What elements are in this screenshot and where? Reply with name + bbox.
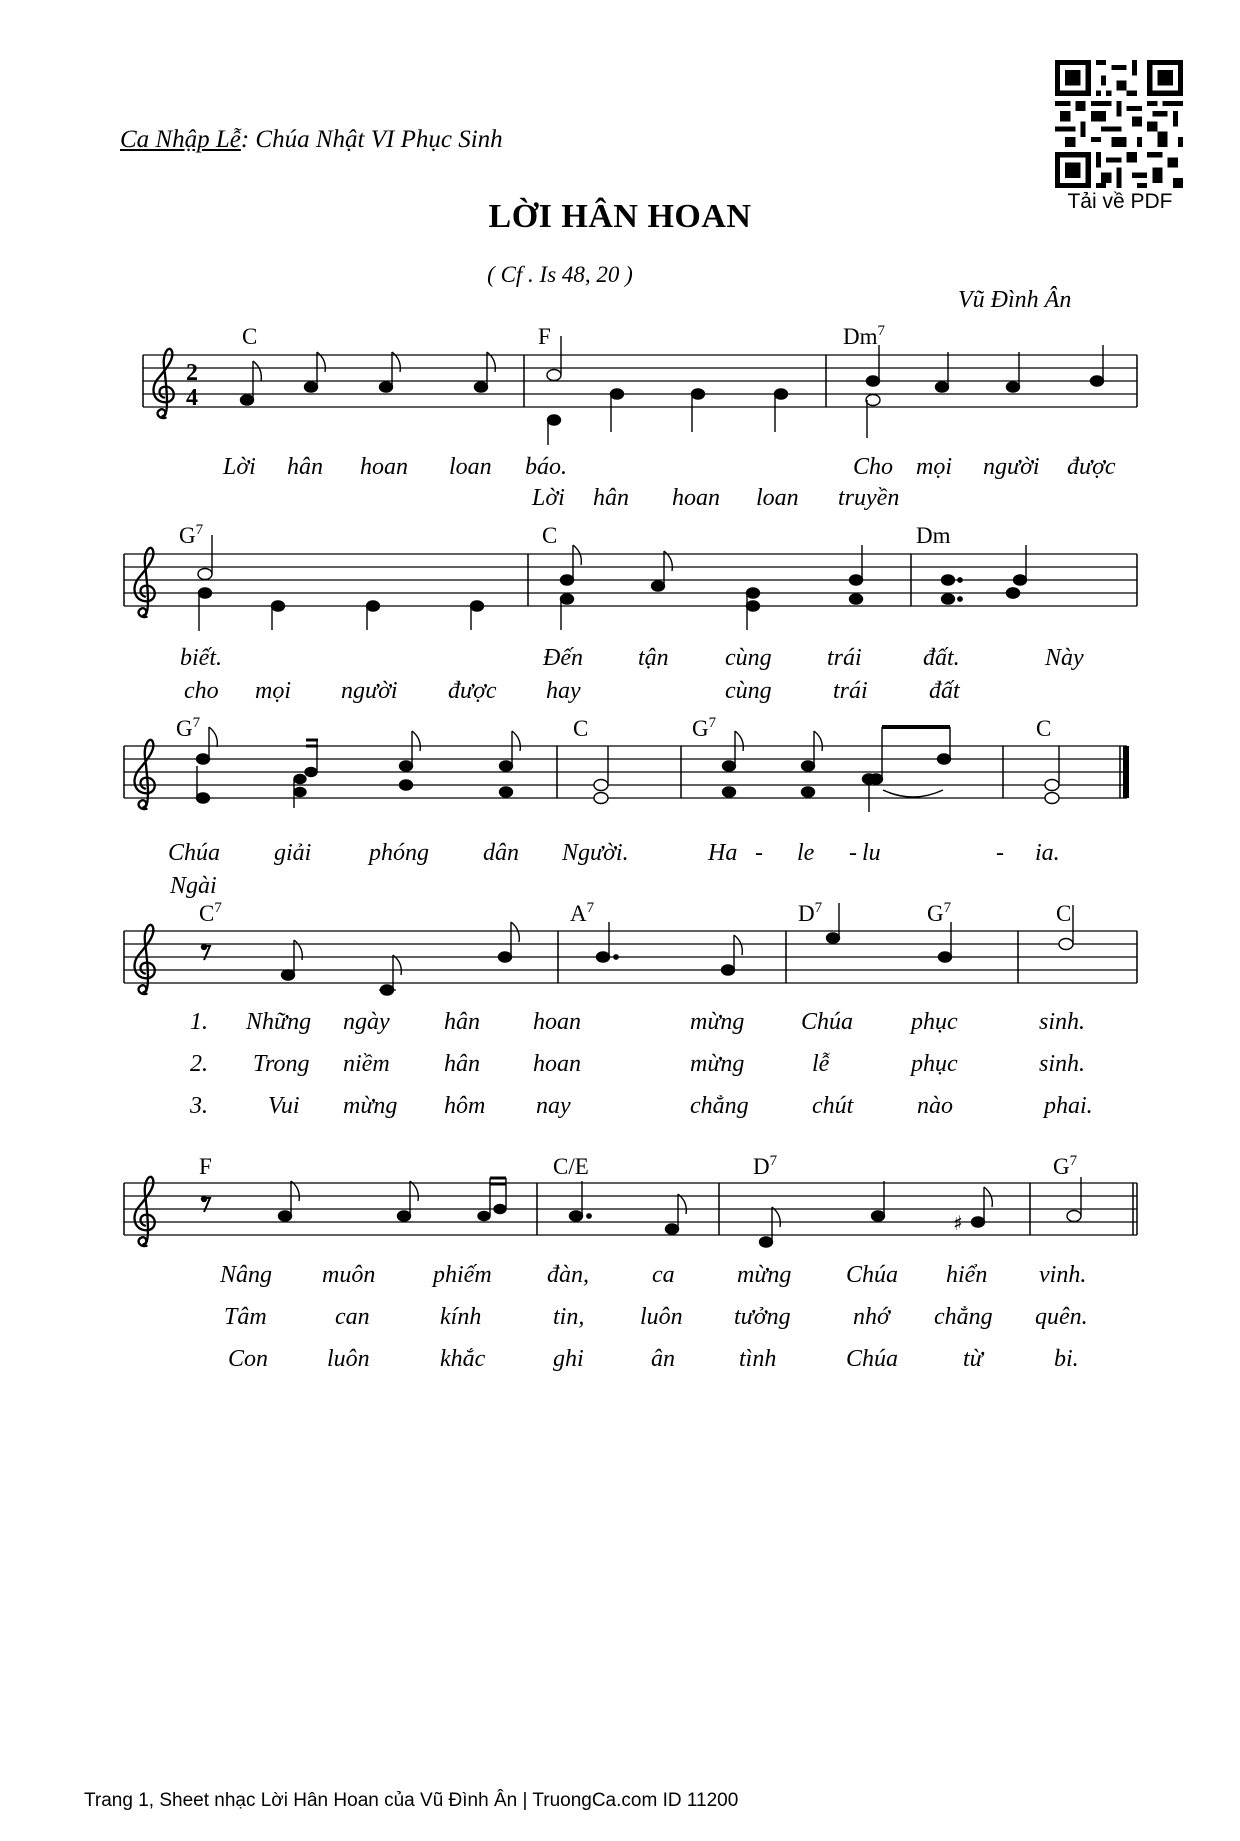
download-pdf-label[interactable]: Tải về PDF bbox=[1067, 190, 1173, 213]
svg-text:sinh.: sinh. bbox=[1039, 1009, 1086, 1035]
svg-text:trái: trái bbox=[827, 645, 862, 671]
svg-text:ca: ca bbox=[652, 1262, 675, 1288]
svg-text:Ngài: Ngài bbox=[170, 873, 217, 899]
svg-text:ia.: ia. bbox=[1035, 840, 1060, 866]
svg-text:vinh.: vinh. bbox=[1039, 1262, 1087, 1288]
staff-system-4 bbox=[124, 900, 1137, 1119]
song-title: LỜI HÂN HOAN bbox=[488, 198, 752, 235]
svg-text:hoan: hoan bbox=[360, 454, 408, 480]
lyrics-verse-2 bbox=[184, 678, 961, 704]
svg-text:trái: trái bbox=[833, 678, 868, 704]
svg-text:Con: Con bbox=[228, 1346, 269, 1372]
svg-text:giải: giải bbox=[274, 840, 312, 866]
svg-text:ngày: ngày bbox=[343, 1009, 390, 1035]
lyrics-verse-1 bbox=[222, 454, 1116, 480]
lyrics-verse-2 bbox=[190, 1051, 1085, 1077]
svg-text:phục: phục bbox=[911, 1051, 958, 1077]
svg-text:đàn,: đàn, bbox=[547, 1262, 589, 1288]
svg-text:Vui: Vui bbox=[268, 1093, 300, 1119]
lyrics-verse-2 bbox=[169, 873, 217, 899]
svg-text:hoan: hoan bbox=[533, 1051, 581, 1077]
chord-symbol: C bbox=[242, 324, 258, 349]
svg-text:khắc: khắc bbox=[440, 1346, 486, 1372]
svg-text:hoan: hoan bbox=[672, 485, 720, 511]
svg-text:từ: từ bbox=[963, 1346, 983, 1372]
svg-text:Này: Này bbox=[1045, 645, 1084, 671]
chord-symbol: Dm bbox=[916, 523, 951, 548]
treble-clef-icon bbox=[135, 740, 155, 809]
usage-label: Ca Nhập Lễ bbox=[120, 126, 241, 153]
svg-text:tận: tận bbox=[638, 645, 669, 671]
svg-text:Lời: Lời bbox=[532, 485, 565, 511]
svg-text:kính: kính bbox=[440, 1304, 482, 1330]
chord-symbol: C bbox=[573, 716, 589, 741]
svg-text:nào: nào bbox=[917, 1093, 953, 1119]
notes bbox=[241, 336, 1104, 445]
svg-text:Trong: Trong bbox=[253, 1051, 310, 1077]
svg-text:mừng: mừng bbox=[690, 1051, 745, 1077]
svg-text:-: - bbox=[849, 840, 857, 866]
svg-text:báo.: báo. bbox=[525, 454, 567, 480]
chord-symbol: C/E bbox=[553, 1154, 589, 1179]
time-signature-top: 2 bbox=[186, 360, 198, 386]
chord-symbol: $A^7$ bbox=[570, 900, 595, 926]
svg-text:Đến: Đến bbox=[543, 645, 583, 671]
svg-text:được: được bbox=[448, 678, 497, 704]
chord-symbol: $C^7$ bbox=[199, 900, 222, 926]
svg-text:hay: hay bbox=[546, 678, 581, 704]
svg-text:hân: hân bbox=[444, 1051, 480, 1077]
svg-text:người: người bbox=[341, 678, 398, 704]
chord-symbol: $G^7$ bbox=[176, 715, 201, 741]
svg-text:luôn: luôn bbox=[640, 1304, 683, 1330]
svg-text:lu: lu bbox=[862, 840, 881, 866]
svg-text:đất: đất bbox=[929, 678, 960, 704]
chord-symbol: F bbox=[538, 324, 551, 349]
svg-text:mọi: mọi bbox=[255, 678, 291, 704]
staff-lines bbox=[143, 355, 1137, 407]
chord-symbol: $D^7$ bbox=[798, 900, 823, 926]
svg-text:lễ: lễ bbox=[812, 1051, 830, 1077]
svg-text:Lời: Lời bbox=[223, 454, 256, 480]
page-footer: Trang 1, Sheet nhạc Lời Hân Hoan của Vũ Đình Ân | TruongCa.com ID 11200 bbox=[84, 1790, 739, 1811]
chord-symbol: $G^7$ bbox=[927, 900, 952, 926]
lyrics-verse-1 bbox=[219, 1262, 1086, 1288]
svg-text:can: can bbox=[335, 1304, 370, 1330]
svg-text:luôn: luôn bbox=[327, 1346, 370, 1372]
svg-text:mừng: mừng bbox=[737, 1262, 792, 1288]
svg-text:Cho: Cho bbox=[853, 454, 894, 480]
chord-symbol: C bbox=[1056, 901, 1072, 926]
svg-text:phai.: phai. bbox=[1044, 1093, 1093, 1119]
treble-clef-icon bbox=[135, 1177, 155, 1246]
svg-text:Chúa: Chúa bbox=[168, 840, 221, 866]
svg-text:chút: chút bbox=[812, 1093, 854, 1119]
svg-text:mọi: mọi bbox=[916, 454, 952, 480]
lyrics-verse-1 bbox=[180, 645, 1084, 671]
svg-text:chẳng: chẳng bbox=[934, 1304, 993, 1330]
svg-text:Những: Những bbox=[246, 1009, 312, 1035]
svg-text:phục: phục bbox=[911, 1009, 958, 1035]
svg-text:Chúa: Chúa bbox=[801, 1009, 854, 1035]
svg-text:tin,: tin, bbox=[553, 1304, 585, 1330]
svg-text:hân: hân bbox=[287, 454, 323, 480]
svg-text:loan: loan bbox=[449, 454, 492, 480]
svg-text:sinh.: sinh. bbox=[1039, 1051, 1086, 1077]
staff-system-2 bbox=[124, 522, 1137, 704]
chord-symbol: F bbox=[199, 1154, 212, 1179]
svg-text:hiển: hiển bbox=[946, 1262, 988, 1288]
svg-text:đất.: đất. bbox=[923, 645, 960, 671]
scripture-reference: ( Cf . Is 48, 20 ) bbox=[487, 262, 633, 287]
svg-text:tưởng: tưởng bbox=[734, 1304, 791, 1330]
svg-text:Tâm: Tâm bbox=[224, 1304, 267, 1330]
lyrics-verse-1 bbox=[190, 1009, 1085, 1035]
lyrics-verse-2 bbox=[224, 1304, 1088, 1330]
svg-text:mừng: mừng bbox=[343, 1093, 398, 1119]
svg-text:Người.: Người. bbox=[562, 840, 629, 866]
final-barline bbox=[1123, 746, 1129, 798]
chord-symbol: $G^7$ bbox=[692, 715, 717, 741]
svg-text:2.: 2. bbox=[190, 1051, 208, 1077]
svg-text:cùng: cùng bbox=[725, 645, 772, 671]
chord-symbol: C bbox=[542, 523, 558, 548]
sharp-icon: ♯ bbox=[953, 1211, 963, 1235]
chord-symbol: $G^7$ bbox=[1053, 1153, 1078, 1179]
svg-text:loan: loan bbox=[756, 485, 799, 511]
svg-text:được: được bbox=[1067, 454, 1116, 480]
chord-symbol: C bbox=[1036, 716, 1052, 741]
svg-text:hôm: hôm bbox=[444, 1093, 486, 1119]
svg-text:-: - bbox=[996, 840, 1004, 866]
svg-text:phiếm: phiếm bbox=[433, 1262, 492, 1288]
composer: Vũ Đình Ân bbox=[958, 287, 1072, 313]
svg-text:Nâng: Nâng bbox=[220, 1262, 273, 1288]
svg-text:muôn: muôn bbox=[322, 1262, 376, 1288]
svg-text:người: người bbox=[983, 454, 1040, 480]
chord-symbol: Dm$^7$ bbox=[843, 323, 885, 349]
svg-text:mừng: mừng bbox=[690, 1009, 745, 1035]
svg-text:quên.: quên. bbox=[1035, 1304, 1088, 1330]
svg-text:hân: hân bbox=[444, 1009, 480, 1035]
svg-text:3.: 3. bbox=[190, 1093, 208, 1119]
svg-text:Ha: Ha bbox=[708, 840, 738, 866]
staff-system-3 bbox=[124, 715, 1129, 899]
svg-text:chẳng: chẳng bbox=[690, 1093, 749, 1119]
svg-text:nay: nay bbox=[536, 1093, 571, 1119]
svg-text:tình: tình bbox=[739, 1346, 777, 1372]
svg-text:ân: ân bbox=[651, 1346, 675, 1372]
svg-text:truyền: truyền bbox=[838, 485, 900, 511]
svg-text:cho: cho bbox=[184, 678, 219, 704]
svg-text:hân: hân bbox=[593, 485, 629, 511]
treble-clef-icon bbox=[135, 925, 155, 994]
svg-text:ghi: ghi bbox=[553, 1346, 584, 1372]
usage-occasion: : Chúa Nhật VI Phục Sinh bbox=[240, 126, 503, 153]
treble-clef-icon bbox=[154, 349, 174, 418]
lyrics-verse-1 bbox=[168, 840, 1060, 866]
svg-text:dân: dân bbox=[483, 840, 519, 866]
lyrics-verse-3 bbox=[189, 1093, 1093, 1119]
svg-text:Chúa: Chúa bbox=[846, 1262, 899, 1288]
svg-text:bi.: bi. bbox=[1054, 1346, 1079, 1372]
staff-system-5 bbox=[124, 1153, 1137, 1372]
svg-text:1.: 1. bbox=[190, 1009, 208, 1035]
lyrics-verse-3 bbox=[228, 1346, 1079, 1372]
staff-system-1 bbox=[143, 323, 1137, 511]
svg-text:phóng: phóng bbox=[369, 840, 429, 866]
treble-clef-icon bbox=[135, 548, 155, 617]
lyrics-verse-2 bbox=[531, 485, 899, 511]
time-signature-bottom: 4 bbox=[186, 385, 198, 411]
svg-text:le: le bbox=[797, 840, 815, 866]
svg-text:biết.: biết. bbox=[180, 645, 222, 671]
svg-text:hoan: hoan bbox=[533, 1009, 581, 1035]
svg-text:cùng: cùng bbox=[725, 678, 772, 704]
svg-text:-: - bbox=[755, 840, 763, 866]
chord-symbol: $D^7$ bbox=[753, 1153, 778, 1179]
svg-text:nhớ: nhớ bbox=[853, 1304, 890, 1330]
chord-symbol: $G^7$ bbox=[179, 522, 204, 548]
svg-text:Chúa: Chúa bbox=[846, 1346, 899, 1372]
svg-text:niềm: niềm bbox=[343, 1051, 390, 1077]
